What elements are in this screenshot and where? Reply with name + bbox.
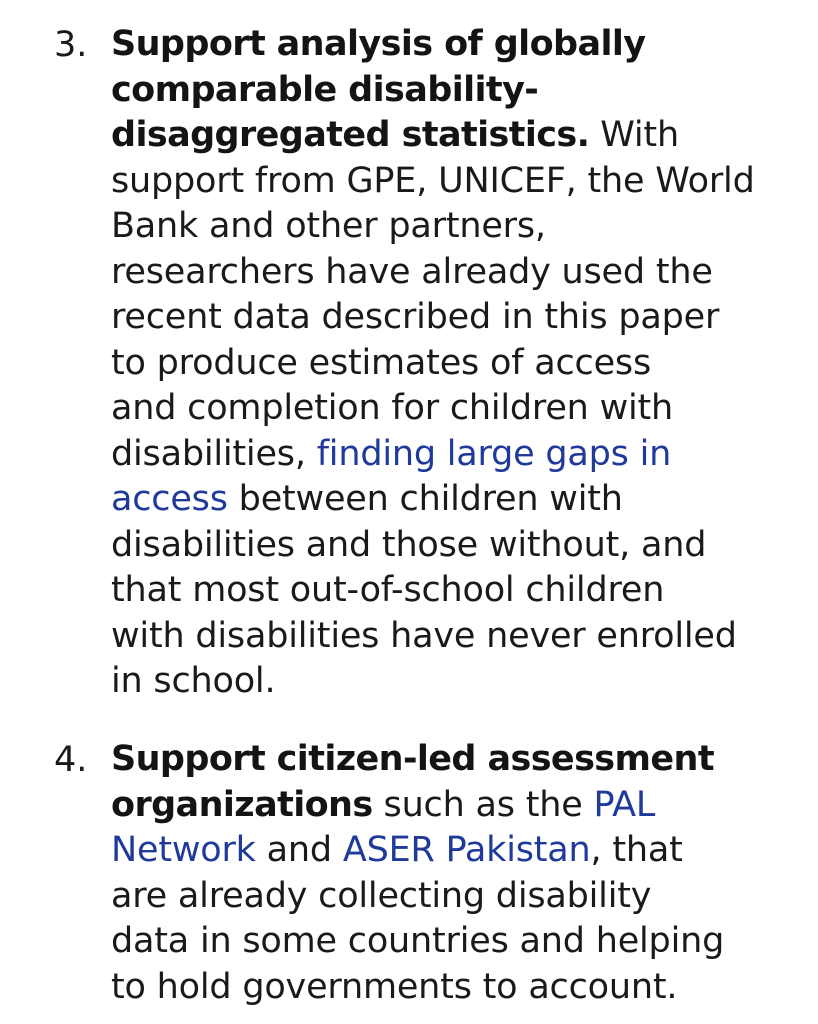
text-line: data in some countries and helping <box>111 921 725 961</box>
bold-heading: disaggregated statistics. <box>111 115 590 155</box>
list-item-text <box>111 22 771 705</box>
text-line <box>111 68 771 114</box>
text-line <box>111 737 771 783</box>
body-text: disabilities, <box>111 433 317 474</box>
text-line: in school. <box>111 661 276 701</box>
text-line: support from GPE, UNICEF, the World <box>111 160 755 201</box>
body-text: With <box>589 115 679 155</box>
body-text: such as the <box>372 784 594 825</box>
pal-network-link[interactable]: PAL <box>593 784 656 825</box>
finding-large-gaps-link-cont[interactable]: access <box>111 479 228 519</box>
list-number: 3. <box>54 25 88 65</box>
text-line: disabilities and those without, and <box>111 524 707 565</box>
text-line: and completion for children with <box>111 388 674 428</box>
body-text: , that <box>590 830 683 870</box>
bold-heading: Support citizen-led assessment <box>111 739 714 779</box>
text-line <box>111 828 771 874</box>
aser-pakistan-link[interactable]: ASER Pakistan <box>342 830 591 870</box>
list-number: 4. <box>54 740 88 780</box>
pal-network-link-cont[interactable]: Network <box>111 830 256 870</box>
bold-heading: comparable disability- <box>111 69 539 110</box>
text-line: recent data described in this paper <box>111 297 720 337</box>
text-line: with disabilities have never enrolled <box>111 615 737 656</box>
text-line: to produce estimates of access <box>111 342 651 383</box>
text-line: to hold governments to account. <box>111 966 678 1007</box>
list-item-text <box>111 737 771 1010</box>
finding-large-gaps-link[interactable]: finding large gaps in <box>316 433 672 474</box>
text-line: are already collecting disability <box>111 875 652 916</box>
text-line: researchers have already used the <box>111 251 713 292</box>
text-line <box>111 432 771 478</box>
text-line <box>111 477 771 523</box>
text-line <box>111 113 771 159</box>
text-line: Bank and other partners, <box>111 206 546 246</box>
bold-heading: organizations <box>111 784 373 825</box>
body-text: between children with <box>227 479 623 519</box>
text-line <box>111 783 771 829</box>
text-line: that most out-of-school children <box>111 570 665 610</box>
body-text: and <box>255 830 343 870</box>
text-line <box>111 22 771 68</box>
bold-heading: Support analysis of globally <box>111 24 646 64</box>
